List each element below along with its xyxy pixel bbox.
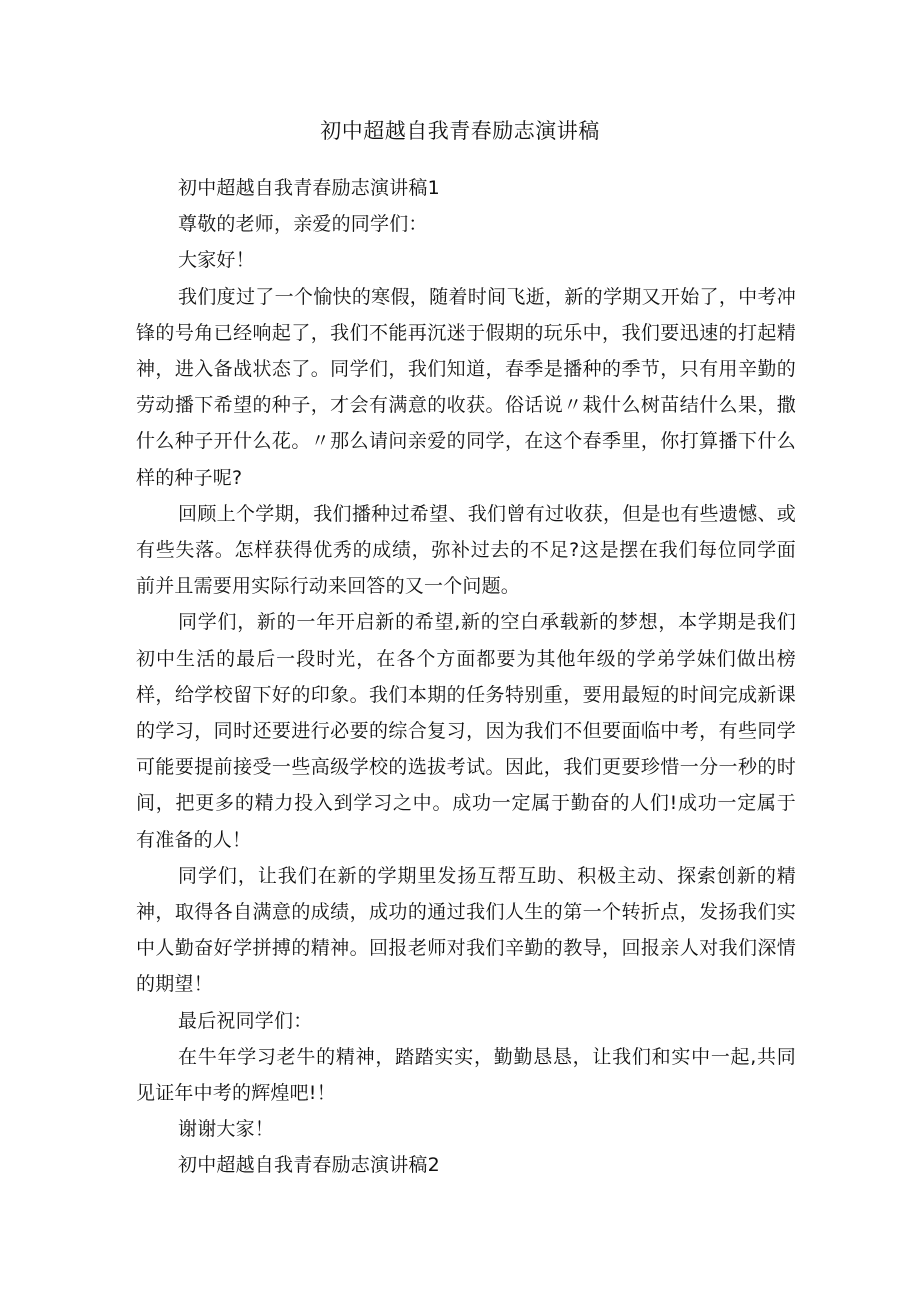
section-heading-2: 初中超越自我青春励志演讲稿2 (178, 1154, 440, 1177)
document-title: 初中超越自我青春励志演讲稿 (320, 119, 600, 143)
salutation: 尊敬的老师，亲爱的同学们： (178, 213, 428, 236)
thanks: 谢谢大家！ (178, 1118, 275, 1141)
closing-wish: 最后祝同学们： (178, 1009, 313, 1032)
document-body (136, 170, 796, 1184)
greeting: 大家好！ (178, 249, 255, 272)
paragraph: 我们度过了一个愉快的寒假，随着时间飞逝，新的学期又开始了，中考冲锋的号角已经响起了，我们不能再沉迷于假期的玩乐中，我们要迅速的打起精神，进入备战状态了。同学们，我们知道，春季是播种的季节，只有用辛勤的劳动播下希望的种子，才会有满意的收获。俗话说〃栽什么树苗结什么果，撒什么种子开什么花。〃那么请问亲爱的同学，在这个春季里，你打算播下什么样的种子呢? (136, 285, 796, 489)
paragraph: 同学们，让我们在新的学期里发扬互帮互助、积极主动、探索创新的精神，取得各自满意的成绩，成功的通过我们人生的第一个转折点，发扬我们实中人勤奋好学拼搏的精神。回报老师对我们辛勤的教导，回报亲人对我们深情的期望！ (136, 864, 796, 996)
paragraph: 同学们，新的一年开启新的希望,新的空白承载新的梦想，本学期是我们初中生活的最后一段时光，在各个方面都要为其他年级的学弟学妹们做出榜样，给学校留下好的印象。我们本期的任务特别重，要用最短的时间完成新课的学习，同时还要进行必要的综合复习，因为我们不但要面临中考，有些同学可能要提前接受一些高级学校的选拔考试。因此，我们更要珍惜一分一秒的时间，把更多的精力投入到学习之中。成功一定属于勤奋的人们!成功一定属于有准备的人！ (136, 611, 796, 851)
section-heading-1: 初中超越自我青春励志演讲稿1 (178, 177, 440, 199)
paragraph: 在牛年学习老牛的精神，踏踏实实，勤勤恳恳，让我们和实中一起,共同见证年中考的辉煌吧!！ (136, 1045, 796, 1105)
paragraph: 回顾上个学期，我们播种过希望、我们曾有过收获，但是也有些遗憾、或有些失落。怎样获得优秀的成绩，弥补过去的不足?这是摆在我们每位同学面前并且需要用实际行动来回答的又一个问题。 (136, 502, 796, 598)
